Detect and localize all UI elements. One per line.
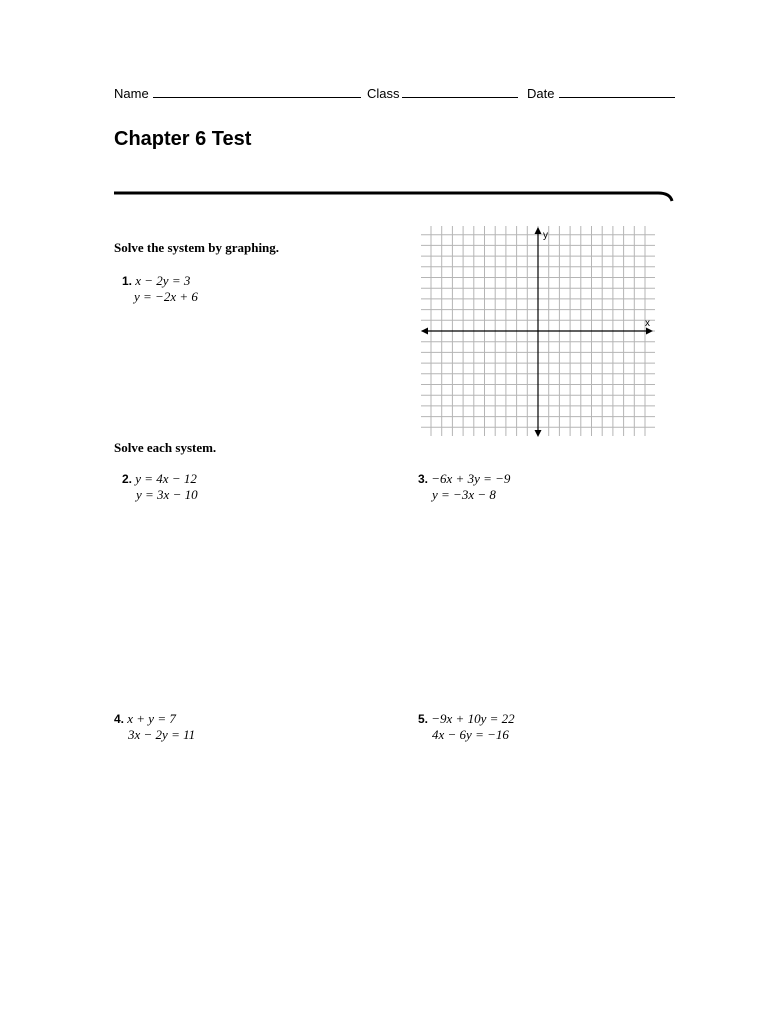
y-axis-down-arrow-icon: [535, 430, 542, 437]
equation-2: y = −2x + 6: [134, 289, 198, 304]
problem-4: [114, 711, 195, 742]
equation-2: 4x − 6y = −16: [432, 727, 509, 742]
section-instruction-solve: Solve each system.: [114, 440, 217, 455]
problem-number: 2.: [122, 472, 133, 486]
y-axis-label: y: [543, 230, 548, 241]
problem-number: 1.: [122, 274, 133, 288]
page-title: Chapter 6 Test: [114, 128, 252, 150]
date-label: Date: [527, 86, 555, 101]
title-divider: [0, 0, 768, 220]
problem-number: 5.: [418, 712, 429, 726]
y-axis-up-arrow-icon: [535, 227, 542, 234]
x-axis-label: x: [645, 318, 650, 329]
coordinate-grid[interactable]: [418, 224, 658, 440]
equation-1: y = 4x − 12: [135, 471, 197, 486]
equation-2: y = −3x − 8: [432, 487, 496, 502]
problem-2: [122, 471, 198, 502]
name-label: Name: [114, 86, 149, 101]
class-label: Class: [367, 86, 400, 101]
section-instruction-graphing: Solve the system by graphing.: [114, 240, 280, 255]
equation-2: 3x − 2y = 11: [128, 727, 196, 742]
x-axis-left-arrow-icon: [421, 328, 428, 335]
problem-5: [418, 711, 515, 742]
problem-1: [122, 273, 198, 304]
equation-1: −9x + 10y = 22: [431, 711, 515, 726]
problem-number: 4.: [114, 712, 125, 726]
equation-1: −6x + 3y = −9: [431, 471, 511, 486]
equation-1: x − 2y = 3: [135, 273, 191, 288]
equation-1: x + y = 7: [127, 711, 176, 726]
problem-number: 3.: [418, 472, 429, 486]
equation-2: y = 3x − 10: [136, 487, 198, 502]
problem-3: [418, 471, 510, 502]
x-axis: [421, 328, 653, 335]
